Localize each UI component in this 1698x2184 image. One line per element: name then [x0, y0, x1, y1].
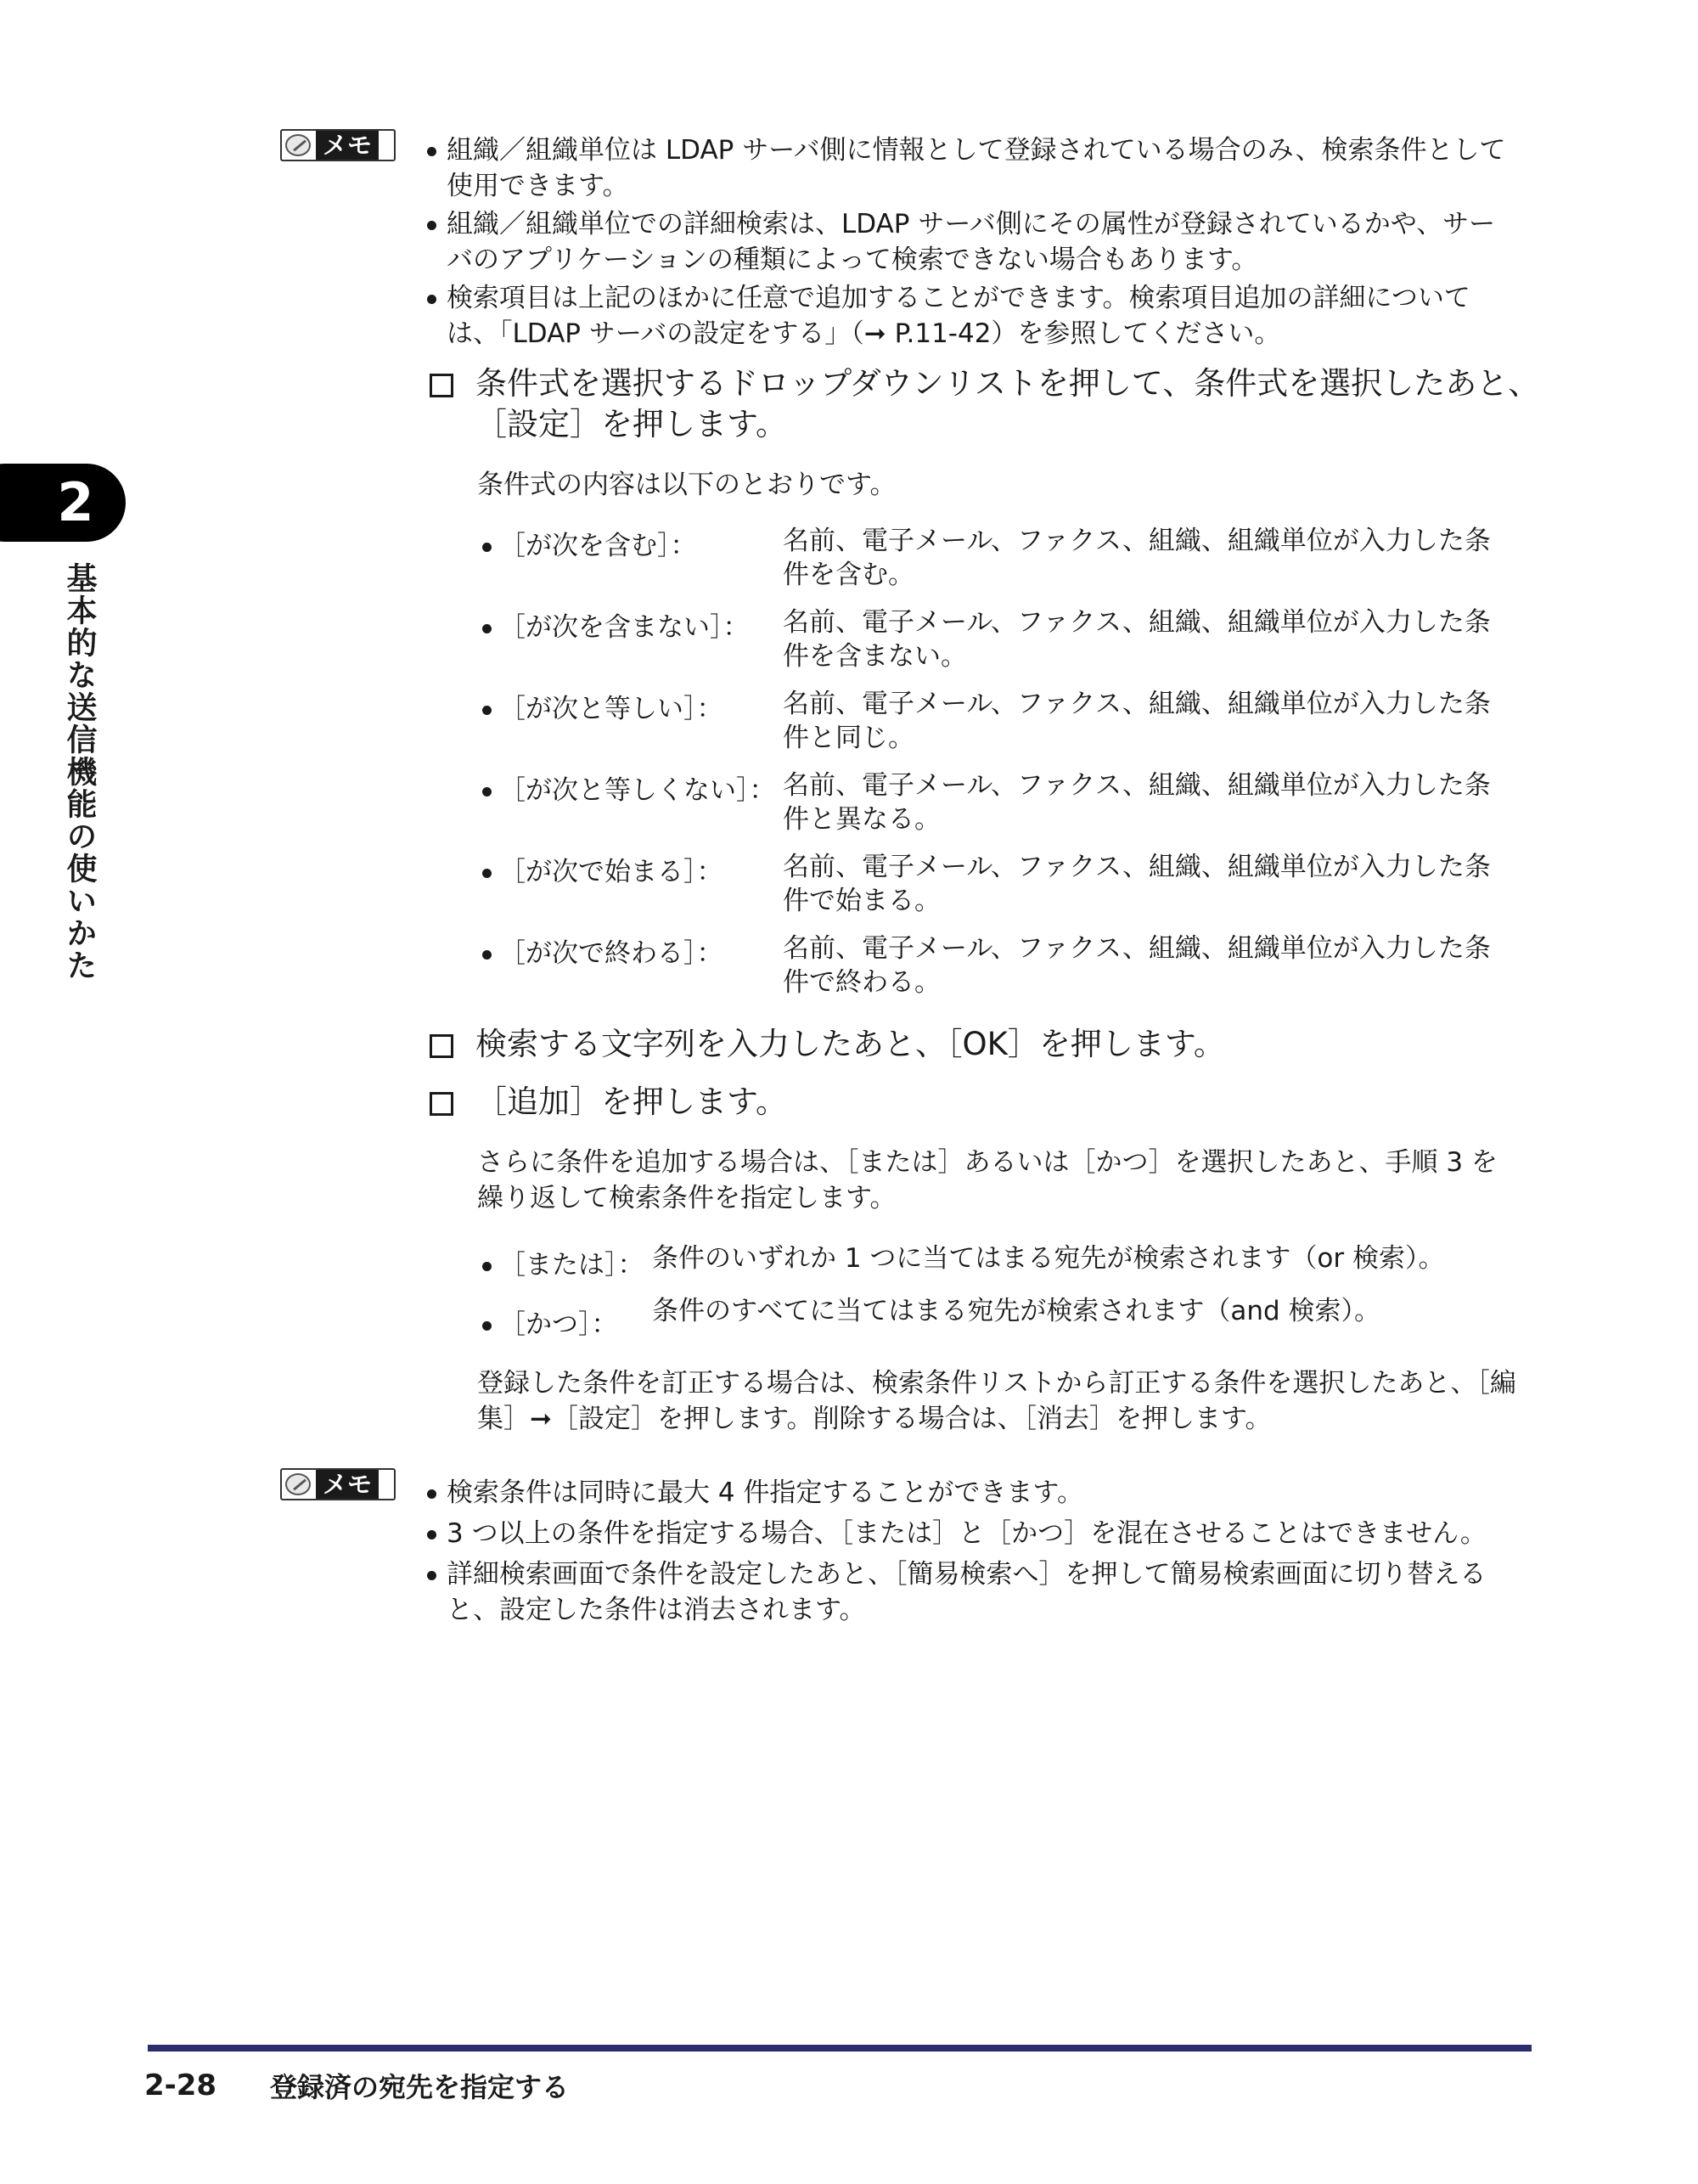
step1-intro: 条件式の内容は以下のとおりです。: [477, 470, 897, 500]
step3-para1-line-2: 繰り返して検索条件を指定します。: [477, 1183, 897, 1213]
bullet-icon: [482, 706, 492, 715]
condition-desc-line-1: 名前、電子メール、ファクス、組織、組織単位が入力した条: [783, 852, 1491, 882]
bullet-icon: [427, 221, 436, 230]
bullet-icon: [427, 295, 436, 304]
option-desc: 条件のすべてに当てはまる宛先が検索されます（and 検索）。: [652, 1296, 1381, 1326]
memo-badge: [280, 129, 396, 161]
memo1-item-1-line-1: 組織／組織単位は LDAP サーバ側に情報として登録されている場合のみ、検索条件として: [447, 135, 1506, 166]
chapter-title: 基本的な送信機能の使いかた: [62, 562, 97, 982]
memo-badge: [280, 1468, 396, 1500]
bullet-icon: [427, 147, 436, 156]
condition-desc-line-2: 件と同じ。: [783, 723, 914, 753]
pencil-icon: [285, 134, 311, 156]
step3-para2-line-1: 登録した条件を訂正する場合は、検索条件リストから訂正する条件を選択したあと、［編: [477, 1368, 1516, 1399]
condition-label: ［が次を含まない］：: [499, 612, 750, 643]
bullet-icon: [482, 950, 492, 960]
condition-label: ［が次で始まる］：: [499, 857, 723, 887]
bullet-icon: [482, 543, 492, 552]
memo2-item-3-line-2: と、設定した条件は消去されます。: [447, 1595, 866, 1625]
condition-label: ［が次で終わる］：: [499, 938, 723, 969]
memo1-item-1-line-2: 使用できます。: [447, 171, 629, 201]
bullet-icon: [482, 624, 492, 633]
step1-line-1: 条件式を選択するドロップダウンリストを押して、条件式を選択したあと、: [475, 365, 1540, 402]
checkbox-icon: [430, 1092, 453, 1116]
step3-para1-line-1: さらに条件を追加する場合は、［または］あるいは［かつ］を選択したあと、手順 3 を: [477, 1147, 1498, 1178]
condition-desc-line-1: 名前、電子メール、ファクス、組織、組織単位が入力した条: [783, 689, 1491, 719]
memo1-item-3-line-1: 検索項目は上記のほかに任意で追加することができます。検索項目追加の詳細について: [447, 283, 1470, 313]
condition-desc-line-2: 件と異なる。: [783, 804, 941, 835]
condition-desc-line-1: 名前、電子メール、ファクス、組織、組織単位が入力した条: [783, 607, 1491, 638]
step3-text: ［追加］を押します。: [475, 1084, 788, 1120]
condition-desc-line-1: 名前、電子メール、ファクス、組織、組織単位が入力した条: [783, 526, 1491, 556]
checkbox-icon: [430, 374, 453, 397]
memo-label: メモ: [316, 131, 379, 160]
condition-desc-line-2: 件で終わる。: [783, 967, 941, 998]
condition-desc-line-2: 件で始まる。: [783, 886, 941, 916]
bullet-icon: [482, 869, 492, 878]
condition-desc-line-2: 件を含む。: [783, 560, 914, 590]
condition-desc-line-1: 名前、電子メール、ファクス、組織、組織単位が入力した条: [783, 933, 1491, 964]
bullet-icon: [427, 1571, 436, 1580]
step3-para2-line-2: 集］➞［設定］を押します。削除する場合は、［消去］を押します。: [477, 1404, 1272, 1434]
memo-label: メモ: [316, 1470, 379, 1499]
bullet-icon: [427, 1530, 436, 1539]
chapter-number: 2: [57, 471, 94, 533]
option-desc: 条件のいずれか 1 つに当てはまる宛先が検索されます（or 検索）。: [652, 1243, 1445, 1274]
condition-label: ［が次を含む］：: [499, 531, 697, 561]
step1-line-2: ［設定］を押します。: [475, 406, 788, 442]
memo2-item-1: 検索条件は同時に最大 4 件指定することができます。: [447, 1478, 1083, 1508]
condition-desc-line-2: 件を含まない。: [783, 641, 967, 672]
footer-rule: [148, 2045, 1532, 2052]
condition-desc-line-1: 名前、電子メール、ファクス、組織、組織単位が入力した条: [783, 770, 1491, 801]
memo1-item-3-line-2: は、「LDAP サーバの設定をする」（➞ P.11-42）を参照してください。: [447, 318, 1281, 349]
condition-label: ［が次と等しい］：: [499, 694, 723, 724]
option-label: ［または］：: [499, 1250, 644, 1281]
section-title: 登録済の宛先を指定する: [270, 2071, 570, 2103]
option-label: ［かつ］：: [499, 1309, 618, 1340]
condition-label: ［が次と等しくない］：: [499, 775, 776, 806]
memo2-item-2: 3 つ以上の条件を指定する場合、［または］と［かつ］を混在させることはできません。: [447, 1518, 1487, 1549]
step2-text: 検索する文字列を入力したあと、［OK］を押します。: [475, 1026, 1225, 1062]
bullet-icon: [482, 1262, 492, 1271]
page-number: 2-28: [144, 2069, 217, 2102]
memo2-item-3-line-1: 詳細検索画面で条件を設定したあと、［簡易検索へ］を押して簡易検索画面に切り替える: [447, 1559, 1487, 1590]
bullet-icon: [482, 787, 492, 796]
memo1-item-2-line-2: バのアプリケーションの種類によって検索できない場合もあります。: [447, 245, 1258, 275]
bullet-icon: [482, 1321, 492, 1331]
pencil-icon: [285, 1473, 311, 1495]
checkbox-icon: [430, 1034, 453, 1058]
memo1-item-2-line-1: 組織／組織単位での詳細検索は、LDAP サーバ側にその属性が登録されているかや、サー: [447, 209, 1496, 239]
bullet-icon: [427, 1489, 436, 1499]
